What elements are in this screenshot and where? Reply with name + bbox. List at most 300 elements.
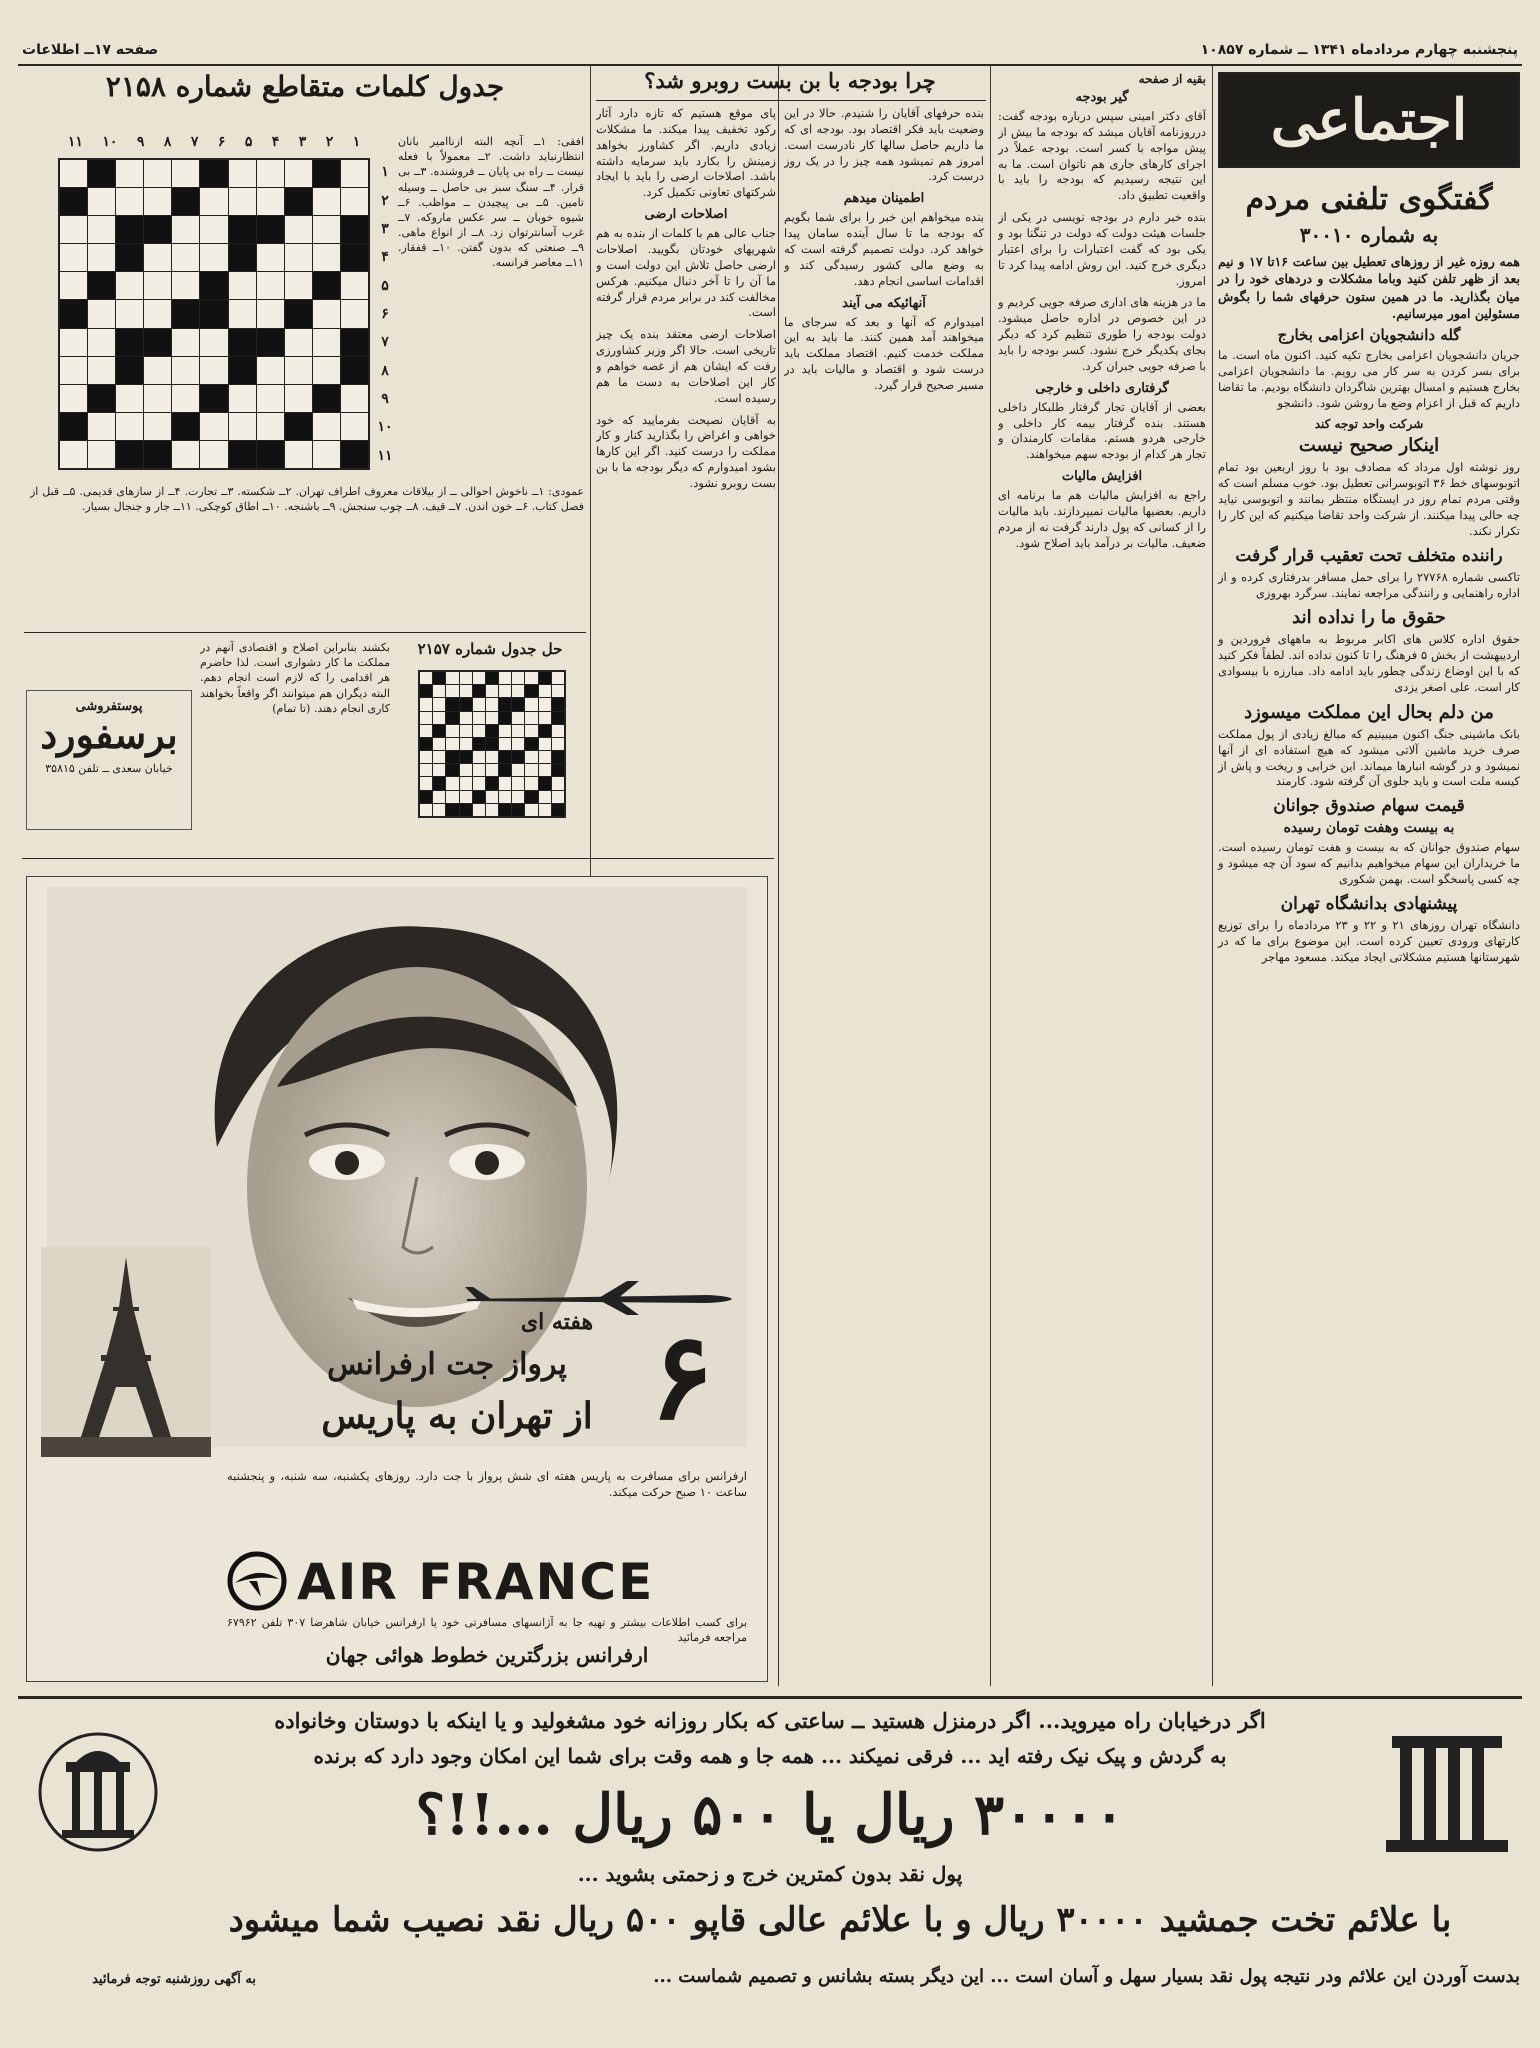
- solution-cell: [539, 712, 551, 724]
- crossword-column-number: ۲: [325, 134, 334, 150]
- crossword-cell: [60, 413, 87, 440]
- crossword-cell: [285, 357, 312, 384]
- article-body: سهام صندوق جوانان که به بیست و هفت تومان رسیده است. ما خریداران این سهام میخواهیم بدانیم که سود آن چه میشود و چه کسی پاسخگو است. بهمن شکوری: [1218, 840, 1520, 887]
- solution-cell: [525, 712, 537, 724]
- article-body: روز نوشته اول مرداد که مصادف بود با روز اربعین بود تمام اتوبوسهای خط ۳۶ اتوبوسرانی تعطیل بود. خوب مسلم است که وقتی مردم تمام روز در ایستگاه منتظر بمانند و اتوبوسی نیاید چه حالی پیدا میکنند. از شرکت واحد تقاضا میکنیم که این کار را تکرار نکند.: [1218, 460, 1521, 538]
- solution-cell: [433, 751, 445, 763]
- crossword-row-number: ۷: [381, 334, 389, 351]
- solution-cell: [446, 804, 458, 816]
- crossword-cell: [341, 329, 368, 356]
- crossword-rule: [24, 632, 586, 633]
- crossword-cell: [229, 216, 256, 243]
- crossword-cell: [257, 385, 284, 412]
- crossword-cell: [313, 216, 340, 243]
- solution-cell: [525, 698, 537, 710]
- crossword-column-number: ۸: [163, 134, 172, 150]
- solution-side-text: بکشند بنابراین اصلاح و اقتصادی آنهم در مملکت ما کار دشواری است. لذا حاضرم هر اقدامی را که لازم است انجام دهم. البته دیگران هم میتوانند اگر واقعاً بخواهند کاری انجام دهند. (تا تمام): [200, 641, 390, 715]
- solution-cell: [525, 672, 537, 684]
- solution-cell: [460, 685, 472, 697]
- airfrance-route: از تهران به پاریس: [321, 1395, 593, 1437]
- crossword-cell: [116, 329, 143, 356]
- solution-cell: [473, 725, 485, 737]
- furrier-address: خیابان سعدی ــ تلفن ۳۵۸۱۵: [45, 761, 173, 775]
- crossword-cell: [144, 385, 171, 412]
- solution-cell: [446, 712, 458, 724]
- crossword-cell: [60, 160, 87, 187]
- crossword-down-clues: عمودی: ۱ــ ناخوش احوالی ــ از بیلاقات معروف اطراف تهران. ۲ــ شکسته. ۳ــ تجارت. ۴ــ از سازهای قدیمی. ۵ــ قبل از فصل کتاب. ۶ــ خون اندن. ۷ــ قیف. ۸ــ چوب سنجش. ۹ــ باشنجه. ۱۰ــ اطاق کوچکی. ۱۱ــ جار و جنجال بسیار.: [30, 485, 584, 514]
- solution-cell: [499, 751, 511, 763]
- crossword-cell: [257, 300, 284, 327]
- article-heading: گله دانشجویان اعزامی بخارج: [1277, 326, 1461, 344]
- solution-cell: [525, 685, 537, 697]
- faravahar-column-icon: [36, 1722, 160, 1862]
- airfrance-number: ۶: [649, 1306, 715, 1447]
- crossword-cell: [257, 244, 284, 271]
- article-subheading: افزایش مالیات: [1061, 469, 1143, 485]
- crossword-column-number: ۴: [271, 134, 280, 150]
- phone-number: به شماره ۳۰۰۱۰: [1299, 223, 1439, 247]
- crossword-cell: [285, 216, 312, 243]
- solution-cell: [460, 791, 472, 803]
- solution-cell: [525, 804, 537, 816]
- crossword-cell: [88, 272, 115, 299]
- article-body: دانشگاه تهران روزهای ۲۱ و ۲۲ و ۲۳ مردادماه را برای توزیع کارتهای ورودی تعیین کرده است. این موضوع برای ما که در شهرستانها هستیم مشکلاتی ایجاد میکند. مسعود مهاجر: [1218, 917, 1520, 964]
- crossword-cell: [257, 188, 284, 215]
- crossword-cell: [116, 441, 143, 468]
- crossword-cell: [116, 357, 143, 384]
- crossword-cell: [229, 188, 256, 215]
- solution-cell: [420, 725, 432, 737]
- crossword-cell: [313, 160, 340, 187]
- solution-cell: [486, 672, 498, 684]
- crossword-cell: [285, 188, 312, 215]
- article-heading: حقوق ما را نداده اند: [1292, 607, 1446, 629]
- crossword-cell: [200, 441, 227, 468]
- furrier-label: پوستفروشی: [75, 699, 143, 714]
- solution-cell: [512, 698, 524, 710]
- crossword-cell: [60, 385, 87, 412]
- solution-cell: [539, 685, 551, 697]
- solution-cell: [525, 725, 537, 737]
- crossword-cell: [200, 329, 227, 356]
- crossword-cell: [144, 329, 171, 356]
- furrier-name: برسفورد: [40, 712, 178, 757]
- crossword-cell: [172, 441, 199, 468]
- crossword-cell: [200, 300, 227, 327]
- crossword-cell: [341, 385, 368, 412]
- column-rule: [778, 66, 779, 1686]
- solution-cell: [525, 738, 537, 750]
- crossword-row-number: ۸: [381, 362, 389, 379]
- article-heading: قیمت سهام صندوق جوانان: [1273, 796, 1465, 817]
- airfrance-weekly: هفته ای: [520, 1309, 594, 1335]
- ad-top-rule: [22, 858, 774, 859]
- solution-cell: [460, 738, 472, 750]
- solution-cell: [525, 764, 537, 776]
- airfrance-brand: AIR FRANCE: [297, 1553, 655, 1611]
- solution-cell: [486, 804, 498, 816]
- crossword-column-number: ۹: [136, 134, 145, 150]
- crossword-cell: [116, 413, 143, 440]
- solution-cell: [446, 725, 458, 737]
- crossword-cell: [341, 413, 368, 440]
- solution-cell: [499, 672, 511, 684]
- crossword-cell: [229, 329, 256, 356]
- solution-cell: [552, 791, 564, 803]
- solution-cell: [539, 791, 551, 803]
- crossword-cell: [341, 160, 368, 187]
- crossword-across-clues: افقی: ۱ــ آنچه البته ازناامیر بانان انتظارنباید داشت. ۲ــ معمولاً با فعله نیست ــ راه بی پایان ــ فروشنده. ۳ــ بی قرار. ۴ــ سنگ سبز بی حاصل ــ وسیله تامین. ۵ــ بی پیچیدن ــ مواظب. ۶ــ شیوه خوبان ــ سر عکس ماروکه. ۷ــ غرب آسانترتوان زد. ۸ــ از انواع ماهی. ۹ــ صنعتی که بدون گفتن. ۱۰ــ قفقاز. ۱۱ــ معاصر فرانسه.: [398, 135, 584, 270]
- crossword-cell: [88, 216, 115, 243]
- bottom-ad-line3: پول نقد بدون کمترین خرج و زحمتی بشوید ...: [577, 1862, 963, 1886]
- solution-cell: [539, 738, 551, 750]
- crossword-cell: [257, 413, 284, 440]
- crossword-row-number: ۱۱: [377, 447, 393, 464]
- crossword-cell: [116, 188, 143, 215]
- solution-cell: [420, 777, 432, 789]
- crossword-cell: [60, 300, 87, 327]
- crossword-grid: [58, 158, 370, 470]
- solution-cell: [499, 725, 511, 737]
- crossword-cell: [116, 272, 143, 299]
- solution-cell: [486, 738, 498, 750]
- solution-cell: [473, 764, 485, 776]
- solution-cell: [433, 791, 445, 803]
- furrier-ad: [26, 690, 192, 830]
- article-body: امیدوارم که آنها و بعد که سرجای ما میخواهند آمد همین کنند. ما باید به این مملکت خدمت کنیم. اقتصاد مملکت باید درست شود و اقتصاد و مالیات باید در مسیر صحیح قرار گیرد.: [784, 314, 984, 393]
- solution-cell: [499, 738, 511, 750]
- crossword-cell: [200, 216, 227, 243]
- crossword-row-number: ۹: [381, 391, 389, 408]
- budget-column-2: [784, 106, 984, 1682]
- solution-cell: [499, 698, 511, 710]
- crossword-cell: [88, 300, 115, 327]
- article-body: بنده حرفهای آقایان را شنیدم. حالا در این وضعیت باید فکر اقتصاد بود. بودجه ای که ما داریم حاصل سالها کار نادرست است. امروز هم نمیشود همه چیز را در یک روز درست کرد.: [784, 106, 984, 184]
- crossword-cell: [172, 357, 199, 384]
- article-body: تاکسی شماره ۲۷۷۶۸ را برای حمل مسافر بدرفتاری کرده و از اداره راهنمایی و رانندگی مراجعه نمایند. سرگرد بهروزی: [1218, 569, 1520, 600]
- solution-cell: [433, 804, 445, 816]
- bottom-ad-line5: بدست آوردن این علائم ودر نتیجه پول نقد بسیار سهل و آسان است ... این دیگر بسته بشانس و تصمیم شماست ...: [653, 1966, 1520, 1987]
- continued-label: بقیه از صفحه: [1138, 72, 1206, 86]
- phone-title: گفتگوی تلفنی مردم: [1245, 182, 1493, 217]
- solution-cell: [552, 698, 564, 710]
- solution-cell: [473, 672, 485, 684]
- budget-title-rule: [596, 100, 986, 101]
- article-body: پای موقع هستیم که تازه دارد آثار رکود تخفیف پیدا میکند. ما مشکلات زیادی داریم. اگر کشاورز بخواهد زمینش را بکارد باید سرمایه داشته باشد. اصلاحات ارضی را باید با ایجاد شرکتهای تعاونی تکمیل کرد.: [596, 106, 776, 200]
- budget-title: چرا بودجه با بن بست روبرو شد؟: [644, 68, 936, 93]
- crossword-cell: [229, 300, 256, 327]
- solution-cell: [512, 777, 524, 789]
- airfrance-contact: برای کسب اطلاعات بیشتر و تهیه جا به آژانسهای مسافرتی خود یا ارفرانس خیابان شاهرضا ۳۰۷ تلفن ۶۷۹۶۲ مراجعه فرمائید: [227, 1616, 748, 1645]
- solution-cell: [512, 804, 524, 816]
- crossword-cell: [60, 188, 87, 215]
- solution-cell: [499, 777, 511, 789]
- solution-cell: [433, 685, 445, 697]
- solution-cell: [499, 804, 511, 816]
- crossword-cell: [88, 385, 115, 412]
- solution-cell: [420, 738, 432, 750]
- crossword-cell: [60, 272, 87, 299]
- article-subheading: گیر بودجه: [1075, 90, 1129, 105]
- crossword-row-number: ۱: [381, 164, 389, 181]
- solution-cell: [433, 738, 445, 750]
- crossword-cell: [60, 441, 87, 468]
- crossword-cell: [285, 272, 312, 299]
- article-body: به آقایان نصیحت بفرمایید که خود خواهی و اغراض را بگذارید کنار و کار مملکت را درست کنید. اگر این کارها بشود امیدوارم که دیگر بودجه ما با بن بست روبرو نشود.: [596, 412, 776, 491]
- solution-cell: [473, 777, 485, 789]
- crossword-cell: [229, 244, 256, 271]
- solution-cell: [552, 712, 564, 724]
- crossword-cell: [172, 300, 199, 327]
- persepolis-pillars-icon: [1372, 1712, 1522, 1862]
- solution-cell: [539, 764, 551, 776]
- crossword-cell: [313, 300, 340, 327]
- crossword-cell: [116, 300, 143, 327]
- crossword-cell: [285, 160, 312, 187]
- solution-cell: [460, 764, 472, 776]
- crossword-cell: [88, 160, 115, 187]
- social-column: [1218, 72, 1520, 1684]
- crossword-cell: [172, 413, 199, 440]
- airfrance-flights: پرواز جت ارفرانس: [327, 1347, 567, 1382]
- crossword-cell: [60, 357, 87, 384]
- solution-cell: [433, 725, 445, 737]
- crossword-cell: [313, 357, 340, 384]
- solution-cell: [433, 672, 445, 684]
- crossword-cell: [144, 300, 171, 327]
- crossword-cell: [229, 357, 256, 384]
- solution-cell: [446, 698, 458, 710]
- crossword-cell: [60, 244, 87, 271]
- article-subheading: آنهائیکه می آیند: [842, 295, 926, 311]
- solution-cell: [446, 751, 458, 763]
- crossword-cell: [229, 441, 256, 468]
- solution-cell: [460, 804, 472, 816]
- crossword-cell: [257, 441, 284, 468]
- solution-cell: [420, 685, 432, 697]
- article-body: حقوق اداره کلاس های اکابر مربوط به ماههای فروردین و اردیبهشت از بخش ۵ فرهنگ را تا کنون نداده اند. لطفاً فکر کنید که با این اوضاع زندگی چطور باید ادامه داد. مبارزه با بیسوادی کار است. علی اصغر یزدی: [1218, 632, 1520, 695]
- crossword-cell: [88, 357, 115, 384]
- solution-cell: [525, 777, 537, 789]
- solution-cell: [433, 764, 445, 776]
- solution-cell: [420, 698, 432, 710]
- article-heading: شرکت واحد توجه کند: [1314, 417, 1424, 432]
- solution-cell: [525, 791, 537, 803]
- article-heading: به بیست وهفت تومان رسیده: [1283, 820, 1455, 837]
- crossword-cell: [257, 216, 284, 243]
- article-body: جریان دانشجویان اعزامی بخارج تکیه کنید. اکنون ماه است. ما برای بسر کردن به سر کار می رویم. ما دانشجویان اعزامی بخارج هستیم و امسال بهترین شاگردان دانشگاه بودیم. ما تقاضا داریم که قبل از اعزام وضع ما روشن شود. دانشجو: [1218, 348, 1520, 410]
- crossword-cell: [144, 357, 171, 384]
- crossword-cell: [200, 357, 227, 384]
- crossword-cell: [341, 357, 368, 384]
- solution-cell: [446, 764, 458, 776]
- solution-cell: [460, 698, 472, 710]
- article-body: جناب عالی هم با کلمات از بنده به هم شهریهای خودتان بگویید. اصلاحات ارضی حاصل تلاش این دولت است و ما آن را تا آخر دنبال میکنیم. هرکس مخالفت کند در برابر مردم قرار گرفته است.: [596, 226, 776, 320]
- article-body: بنده خبر دارم در بودجه نویسی در یکی از جلسات هیئت دولت که دولت در تنگنا بود و یکی بود که گفت اعتبارات را برای اعتبار دیگری خرج کنید. این روش ادامه پیدا کرد تا امروز.: [998, 210, 1206, 288]
- solution-cell: [446, 738, 458, 750]
- crossword-cell: [144, 160, 171, 187]
- crossword-row-numbers: [374, 158, 396, 470]
- eiffel-tower-image: [41, 1247, 211, 1457]
- crossword-row-number: ۵: [381, 277, 389, 294]
- crossword-cell: [60, 329, 87, 356]
- solution-cell: [446, 791, 458, 803]
- crossword-cell: [285, 329, 312, 356]
- solution-cell: [499, 712, 511, 724]
- solution-cell: [486, 791, 498, 803]
- article-body: ما در هزینه های اداری صرفه جویی کردیم و در این خصوص در اداره حاصل میشود. دولت بودجه را طوری تنظیم کرد که دیگر بجای یکدیگر خرج نشود. کسر بودجه را باید با صرفه جویی جبران کرد.: [998, 295, 1206, 373]
- crossword-cell: [116, 244, 143, 271]
- crossword-cell: [257, 160, 284, 187]
- solution-cell: [473, 712, 485, 724]
- crossword-cell: [144, 272, 171, 299]
- crossword-cell: [88, 244, 115, 271]
- solution-cell: [460, 725, 472, 737]
- article-body: آقای دکتر امینی سپس درباره بودجه گفت: درروزنامه آقایان میشد که بودجه ما بیش از پیش مواجه با کسر است. بودجه عملاً در اجرای کارهای جاری هم ناتوان است. ما به این نتیجه رسیدیم که بودجه را باید با واقعیت تطبیق داد.: [998, 109, 1206, 203]
- crossword-cell: [200, 160, 227, 187]
- crossword-cell: [285, 441, 312, 468]
- solution-cell: [499, 685, 511, 697]
- crossword-cell: [172, 385, 199, 412]
- solution-cell: [473, 698, 485, 710]
- crossword-cell: [313, 188, 340, 215]
- crossword-column-number: ۷: [190, 134, 199, 150]
- solution-cell: [420, 764, 432, 776]
- crossword-cell: [172, 188, 199, 215]
- phone-intro: همه روزه غیر از روزهای تعطیل بین ساعت ۱۶تا ۱۷ و نیم بعد از ظهر تلفن کنید وباما مشکلات و دردهای خود را در میان بگذارید. ما در همین ستون حرفهای شما را بگوش مسئولین امور میرسانیم.: [1218, 254, 1520, 321]
- solution-cell: [552, 738, 564, 750]
- crossword-cell: [116, 160, 143, 187]
- solution-cell: [499, 764, 511, 776]
- crossword-cell: [116, 385, 143, 412]
- crossword-cell: [88, 441, 115, 468]
- section-title-banner: [1218, 72, 1520, 168]
- solution-cell: [460, 751, 472, 763]
- crossword-cell: [285, 385, 312, 412]
- crossword-cell: [60, 216, 87, 243]
- crossword-cell: [341, 300, 368, 327]
- crossword-cell: [313, 413, 340, 440]
- crossword-cell: [200, 272, 227, 299]
- solution-cell: [486, 685, 498, 697]
- solution-cell: [486, 764, 498, 776]
- solution-cell: [552, 751, 564, 763]
- solution-cell: [552, 764, 564, 776]
- crossword-cell: [285, 300, 312, 327]
- crossword-cell: [313, 329, 340, 356]
- solution-cell: [539, 804, 551, 816]
- crossword-cell: [341, 188, 368, 215]
- solution-cell: [539, 777, 551, 789]
- article-body: بنده میخواهم این خبر را برای شما بگویم که بودجه ما تا سال آینده سامان پیدا خواهد کرد. دولت تصمیم گرفته است که به وضع مالی کشور رسیدگی کند و اقدامات اساسی انجام دهد.: [784, 210, 984, 288]
- crossword-cell: [172, 272, 199, 299]
- crossword-column-number: ۶: [217, 134, 226, 150]
- crossword-cell: [257, 272, 284, 299]
- crossword-cell: [200, 188, 227, 215]
- crossword-column-number: ۱۰: [102, 134, 118, 150]
- solution-cell: [486, 751, 498, 763]
- solution-cell: [486, 725, 498, 737]
- solution-cell: [433, 698, 445, 710]
- solution-cell: [552, 777, 564, 789]
- crossword-cell: [200, 413, 227, 440]
- column-rule: [990, 66, 991, 1686]
- crossword-cell: [144, 244, 171, 271]
- solution-cell: [433, 712, 445, 724]
- solution-cell: [552, 725, 564, 737]
- solution-cell: [420, 712, 432, 724]
- solution-cell: [473, 685, 485, 697]
- solution-cell: [460, 712, 472, 724]
- crossword-cell: [285, 413, 312, 440]
- crossword-cell: [172, 216, 199, 243]
- solution-cell: [512, 738, 524, 750]
- column-rule: [1212, 66, 1213, 1686]
- crossword-cell: [313, 272, 340, 299]
- article-heading: راننده متخلف تحت تعقیب قرار گرفت: [1235, 545, 1503, 566]
- crossword-cell: [144, 188, 171, 215]
- solution-cell: [512, 791, 524, 803]
- crossword-cell: [88, 413, 115, 440]
- masthead-right: پنجشنبه چهارم مردادماه ۱۳۴۱ ــ شماره ۱۰۸۵۷: [1200, 42, 1518, 58]
- solution-cell: [539, 672, 551, 684]
- crossword-cell: [341, 244, 368, 271]
- crossword-title: جدول کلمات متقاطع شماره ۲۱۵۸: [105, 70, 505, 103]
- bottom-ad-line4: با علائم تخت جمشید ۳۰۰۰۰ ریال و با علائم عالی قاپو ۵۰۰ ریال نقد نصیب شما میشود: [228, 1900, 1452, 1940]
- solution-cell: [460, 777, 472, 789]
- solution-cell: [420, 672, 432, 684]
- crossword-row-number: ۴: [381, 249, 389, 266]
- crossword-column-numbers: [58, 134, 370, 150]
- crossword-row-number: ۱۰: [377, 419, 393, 436]
- solution-cell: [460, 672, 472, 684]
- solution-cell: [512, 672, 524, 684]
- airfrance-slogan: ارفرانس بزرگترین خطوط هوائی جهان: [325, 1643, 649, 1667]
- budget-column-1: [998, 72, 1206, 1682]
- crossword-cell: [229, 160, 256, 187]
- bottom-ad-note: به آگهی روزشنبه توجه فرمائید: [92, 1972, 256, 1987]
- bottom-ad-prize: ۳۰۰۰۰ ریال یا ۵۰۰ ریال ...!!؟: [415, 1782, 1125, 1848]
- crossword-cell: [341, 441, 368, 468]
- bottom-ad-line1: اگر درخیابان راه میروید... اگر درمنزل هستید ــ ساعتی که بکار روزانه خود مشغولید و یا اینکه با دوستان وخانواده: [274, 1708, 1266, 1733]
- solution-cell: [499, 791, 511, 803]
- crossword-cell: [172, 244, 199, 271]
- solution-cell: [446, 777, 458, 789]
- crossword-cell: [144, 413, 171, 440]
- airfrance-logo-icon: [227, 1551, 287, 1611]
- crossword-cell: [172, 160, 199, 187]
- article-subheading: اصلاحات ارضی: [644, 207, 728, 223]
- bottom-ad-rule: [18, 1696, 1522, 1699]
- solution-cell: [473, 804, 485, 816]
- crossword-cell: [88, 329, 115, 356]
- solution-cell: [420, 791, 432, 803]
- article-body: بانک ماشینی جنگ اکنون میبینیم که مبالغ زیادی از پول مملکت صرف خرید ماشین آلاتی میشود که هیچ استفاده ای از آنها نمیشود و در گوشه انبارها میماند. این خرابی و ریخت و پاش از کیسه ملت است و باید جلوی آن گرفته شود. کارمند: [1218, 726, 1520, 789]
- solution-cell: [473, 738, 485, 750]
- crossword-column-number: ۳: [298, 134, 307, 150]
- solution-cell: [512, 712, 524, 724]
- crossword-cell: [285, 244, 312, 271]
- solution-cell: [525, 751, 537, 763]
- solution-cell: [512, 685, 524, 697]
- crossword-column-number: ۱: [352, 134, 361, 150]
- crossword-cell: [144, 441, 171, 468]
- solution-cell: [473, 751, 485, 763]
- article-heading: اینکار صحیح نیست: [1298, 435, 1440, 457]
- crossword-row-number: ۳: [381, 220, 389, 237]
- crossword-cell: [200, 244, 227, 271]
- solution-cell: [446, 685, 458, 697]
